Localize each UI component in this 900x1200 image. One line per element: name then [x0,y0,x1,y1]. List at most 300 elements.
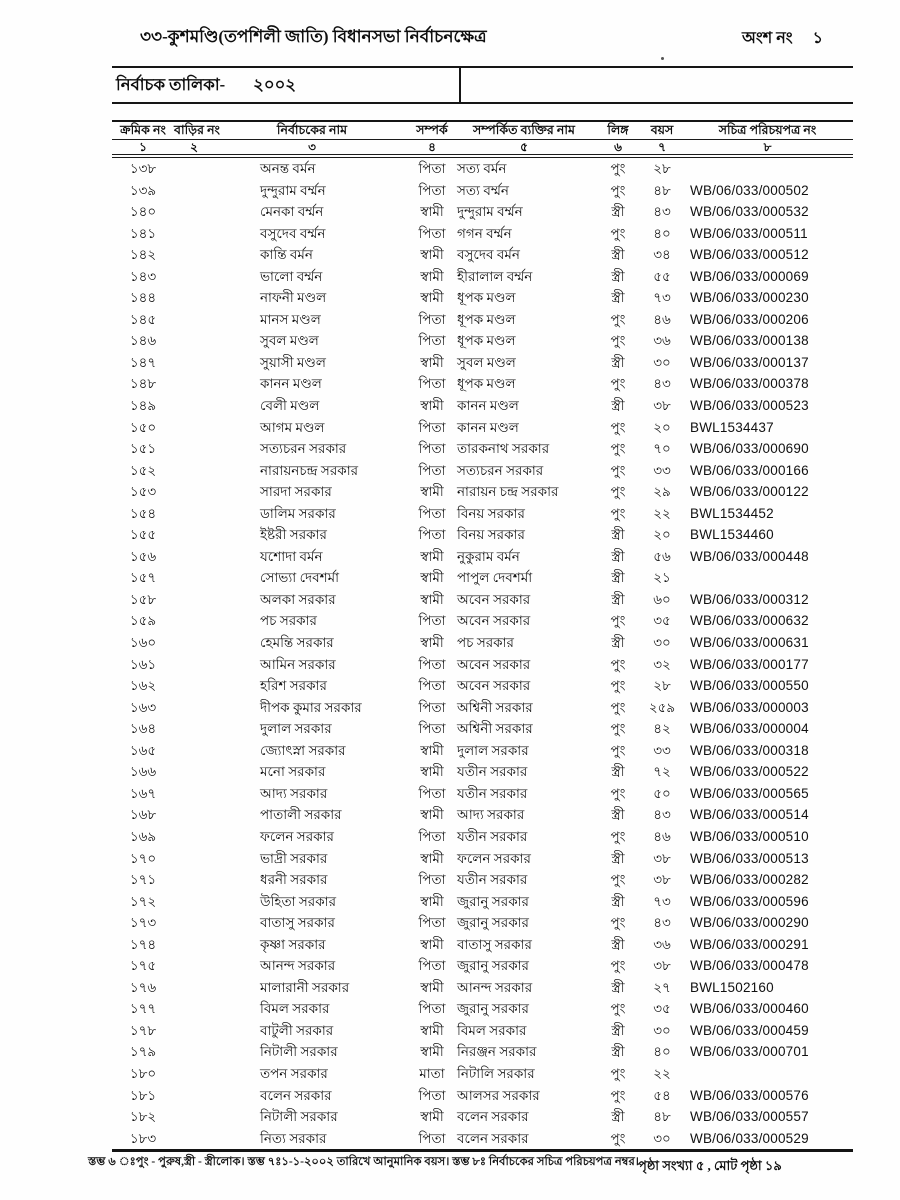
house-no-cell [174,848,214,870]
table-row [112,503,853,525]
age-cell: ২৯ [653,484,671,500]
relative-name-cell: অবেন সরকার [457,656,531,672]
age-cell: ৪৩ [653,915,671,931]
serial-cell: ১৭৭ [129,1001,157,1017]
relative-name-cell: আলসর সরকার [457,1087,540,1103]
relation-cell: স্বামী [420,1044,444,1060]
age-cell: ২০ [653,527,671,543]
house-no-cell [174,826,214,848]
serial-cell: ১৪২ [129,247,157,263]
house-no-cell [174,201,214,223]
epic-cell: WB/06/033/000550 [690,678,809,694]
table-row [112,826,853,848]
relation-cell: স্বামী [420,807,444,823]
house-no-cell [174,1106,214,1128]
relative-name-cell: পচ সরকার [457,635,514,651]
table-row [112,395,853,417]
gender-cell: পুং [610,484,626,500]
relative-name-cell: যতীন সরকার [457,764,528,780]
relative-name-cell: তারকনাথ সরকার [457,441,550,457]
serial-cell: ১৬৭ [129,785,157,801]
relation-cell: পিতা [418,678,446,694]
house-no-cell [174,352,214,374]
relative-name-cell: বিনয় সরকার [457,527,525,543]
epic-cell: WB/06/033/000502 [690,182,809,198]
age-cell: ২৮ [653,678,671,694]
elector-name-cell: ফলেন সরকার [260,828,334,844]
table-row [112,417,853,439]
part-label: অংশ নং [742,30,793,47]
relation-cell: পিতা [418,915,446,931]
serial-cell: ১৪০ [129,204,157,220]
col-number-4: ৪ [428,140,436,154]
relative-name-cell: নিটালি সরকার [457,1065,535,1081]
gender-cell: স্ত্রী [611,527,625,543]
table-row [112,697,853,719]
serial-cell: ১৪৬ [129,333,157,349]
elector-name-cell: নারায়নচন্দ্র সরকার [260,462,359,478]
age-cell: ৪৮ [653,182,671,198]
relation-cell: পিতা [418,182,446,198]
house-no-cell [174,330,214,352]
age-cell: ৩৩ [653,742,671,758]
relative-name-cell: আদ্য সরকার [457,807,525,823]
epic-cell: WB/06/033/000138 [690,333,809,349]
epic-cell: WB/06/033/000565 [690,785,809,801]
house-no-cell [174,912,214,934]
age-cell: ৪৬ [653,311,671,327]
relative-name-cell: অবেন সরকার [457,678,531,694]
house-no-cell [174,503,214,525]
serial-cell: ১৬৯ [129,828,157,844]
epic-cell: WB/06/033/000596 [690,893,809,909]
age-cell: ২২ [653,505,671,521]
house-no-cell [174,460,214,482]
age-cell: ৪৩ [653,204,671,220]
col-number-5: ৫ [520,140,528,154]
table-row [112,158,853,180]
elector-name-cell: নিত্য সরকার [260,1130,327,1146]
gender-cell: পুং [610,311,626,327]
table-row [112,1085,853,1107]
relation-cell: পিতা [418,527,446,543]
elector-name-cell: পচ সরকার [260,613,317,629]
table-row [112,180,853,202]
gender-cell: পুং [610,1065,626,1081]
elector-name-cell: তপন সরকার [260,1065,328,1081]
age-cell: ৩৮ [653,398,671,414]
serial-cell: ১৩৯ [129,182,157,198]
epic-cell: WB/06/033/000122 [690,484,809,500]
gender-cell: পুং [610,699,626,715]
table-row [112,761,853,783]
house-no-cell [174,287,214,309]
table-row [112,460,853,482]
house-no-cell [174,589,214,611]
roll-year-box [112,66,853,104]
serial-cell: ১৪৮ [129,376,157,392]
relation-cell: মাতা [419,1065,445,1081]
epic-cell: WB/06/033/000510 [690,828,809,844]
epic-cell: WB/06/033/000004 [690,721,809,737]
gender-cell: স্ত্রী [611,591,625,607]
column-number-row [112,140,853,158]
gender-cell: পুং [610,419,626,435]
epic-cell [682,158,853,180]
relative-name-cell: দুন্দুরাম বর্ম্মন [457,204,523,220]
relation-cell: পিতা [418,872,446,888]
relation-cell: স্বামী [420,570,444,586]
relation-cell: পিতা [418,1087,446,1103]
elector-name-cell: বিমল সরকার [260,1001,330,1017]
serial-cell: ১৫১ [129,441,157,457]
house-no-cell [174,180,214,202]
elector-name-cell: ভাদ্রী সরকার [260,850,328,866]
relation-cell: স্বামী [420,936,444,952]
col-number-1: ১ [139,140,147,154]
gender-cell: স্ত্রী [611,893,625,909]
elector-name-cell: পাতালী সরকার [260,807,342,823]
epic-cell: WB/06/033/000631 [690,635,809,651]
gender-cell: স্ত্রী [611,290,625,306]
age-cell: ৫০ [653,785,671,801]
relative-name-cell: বলেন সরকার [457,1109,529,1125]
scan-speck-dot [661,57,664,60]
house-no-cell [174,804,214,826]
relative-name-cell: যতীন সরকার [457,872,528,888]
relation-cell: স্বামী [420,591,444,607]
col-number-6: ৬ [614,140,622,154]
relation-cell: স্বামী [420,850,444,866]
house-no-cell [174,632,214,654]
serial-cell: ১৭৯ [129,1044,157,1060]
relative-name-cell: হীরালাল বর্ম্মন [457,268,533,284]
elector-name-cell: নিটালী সরকার [260,1109,338,1125]
relation-cell: পিতা [418,1001,446,1017]
table-row [112,438,853,460]
relation-cell: স্বামী [420,204,444,220]
elector-name-cell: অলকা সরকার [260,591,336,607]
header-row [0,24,900,50]
serial-cell: ১৭১ [129,872,157,888]
age-cell: ২১ [653,570,671,586]
table-row [112,998,853,1020]
gender-cell: স্ত্রী [611,1044,625,1060]
table-row [112,934,853,956]
col-header-relative-name: সম্পর্কিত ব্যক্তির নাম [473,123,575,137]
gender-cell: স্ত্রী [611,764,625,780]
table-row [112,266,853,288]
relative-name-cell: যতীন সরকার [457,828,528,844]
table-row [112,481,853,503]
col-number-8: ৮ [763,140,772,154]
col-header-epic-number: সচিত্র পরিচয়পত্র নং [718,123,817,137]
relative-name-cell: দুলাল সরকার [457,742,529,758]
part-number-block [742,25,823,52]
age-cell: ৫৫ [653,268,671,284]
relative-name-cell: বিনয় সরকার [457,505,525,521]
epic-cell: WB/06/033/000576 [690,1087,809,1103]
relative-name-cell: জুরানু সরকার [457,1001,529,1017]
gender-cell: পুং [610,721,626,737]
age-cell: ২০ [653,419,671,435]
roll-box-divider [459,68,461,102]
relative-name-cell: অশ্বিনী সরকার [457,699,533,715]
elector-name-cell: বলেন সরকার [260,1087,332,1103]
epic-cell: WB/06/033/000291 [690,936,809,952]
table-row [112,524,853,546]
elector-name-cell: দুন্দুরাম বর্ম্মন [260,182,326,198]
house-no-cell [174,869,214,891]
relative-name-cell: গগন বর্ম্মন [457,225,512,241]
house-no-cell [174,1020,214,1042]
elector-name-cell: নিটালী সরকার [260,1044,338,1060]
relative-name-cell: সত্যচরন সরকার [457,462,544,478]
house-no-cell [174,1041,214,1063]
table-row [112,546,853,568]
epic-cell: WB/06/033/000529 [690,1130,809,1146]
age-cell: ৪৬ [653,828,671,844]
relative-name-cell: বসুদেব বর্মন [457,247,520,263]
table-row [112,675,853,697]
relation-cell: স্বামী [420,635,444,651]
relation-cell: স্বামী [420,893,444,909]
serial-cell: ১৭৮ [129,1022,157,1038]
age-cell: ৭২ [653,764,671,780]
gender-cell: স্ত্রী [611,204,625,220]
col-number-2: ২ [190,140,198,154]
table-row [112,567,853,589]
table-row [112,848,853,870]
table-row [112,1128,853,1150]
house-no-cell [174,567,214,589]
gender-cell: পুং [610,828,626,844]
gender-cell: পুং [610,915,626,931]
roll-label: নির্বাচক তালিকা- [116,74,226,94]
epic-cell: BWL1502160 [690,979,774,995]
relative-name-cell: কানন মণ্ডল [457,398,519,414]
gender-cell: পুং [610,182,626,198]
table-row [112,373,853,395]
serial-cell: ১৫৫ [129,527,157,543]
table-row [112,244,853,266]
relation-cell: পিতা [418,333,446,349]
gender-cell: পুং [610,225,626,241]
house-no-cell [174,546,214,568]
relation-cell: পিতা [418,161,446,176]
relation-cell: পিতা [418,699,446,715]
footer-page-info: পৃষ্ঠা সংখ্যা ৫ , মোট পৃষ্ঠা ১৯ [638,1158,782,1173]
relative-name-cell: ধূপক মণ্ডল [457,290,516,306]
epic-cell: WB/06/033/000632 [690,613,809,629]
relative-name-cell: অশ্বিনী সরকার [457,721,533,737]
table-row [112,1063,853,1085]
relative-name-cell: আনন্দ সরকার [457,979,533,995]
serial-cell: ১৬৩ [129,699,157,715]
gender-cell: স্ত্রী [611,850,625,866]
gender-cell: পুং [610,161,626,176]
age-cell: ৫৪ [653,1087,671,1103]
age-cell: ৪৩ [653,376,671,392]
table-row [112,804,853,826]
relation-cell: স্বামী [420,742,444,758]
relation-cell: পিতা [418,721,446,737]
relation-cell: পিতা [418,505,446,521]
gender-cell: পুং [610,505,626,521]
relative-name-cell: সত্য বর্ম্মন [457,182,509,198]
table-row [112,891,853,913]
relative-name-cell: বলেন সরকার [457,1130,529,1146]
elector-name-cell: আগম মণ্ডল [260,419,325,435]
table-row [112,1020,853,1042]
relation-cell: পিতা [418,225,446,241]
epic-cell: WB/06/033/000206 [690,311,809,327]
table-row [112,201,853,223]
age-cell: ৩০ [653,635,671,651]
relation-cell: স্বামী [420,1109,444,1125]
table-row [112,223,853,245]
elector-name-cell: উহিতা সরকার [260,893,337,909]
serial-cell: ১৮৩ [129,1130,157,1146]
elector-name-cell: ভালো বর্ম্মন [260,268,323,284]
relative-name-cell: জুরানু সরকার [457,958,529,974]
table-row [112,610,853,632]
serial-cell: ১৬১ [129,656,157,672]
serial-cell: ১৪৭ [129,354,157,370]
epic-cell: WB/06/033/000701 [690,1044,809,1060]
epic-cell: WB/06/033/000378 [690,376,809,392]
house-no-cell [174,417,214,439]
elector-name-cell: ইষ্টরী সরকার [260,527,327,543]
serial-cell: ১৬০ [129,635,157,651]
serial-cell: ১৫৮ [129,591,157,607]
table-row [112,718,853,740]
gender-cell: পুং [610,656,626,672]
house-no-cell [174,395,214,417]
relation-cell: পিতা [418,958,446,974]
serial-cell: ১৫৯ [129,613,157,629]
epic-cell: WB/06/033/000690 [690,441,809,457]
serial-cell: ১৭৪ [129,936,157,952]
gender-cell: স্ত্রী [611,1022,625,1038]
serial-cell: ১৮১ [129,1087,157,1103]
house-no-cell [174,891,214,913]
col-header-serial: ক্রমিক নং [120,123,166,137]
table-row [112,330,853,352]
gender-cell: স্ত্রী [611,807,625,823]
age-cell: ৩০ [653,354,671,370]
elector-name-cell: জ্যোৎস্না সরকার [260,742,346,758]
relative-name-cell: পাপুল দেবশর্মা [457,570,533,586]
epic-cell: WB/06/033/000511 [690,225,808,241]
age-cell: ৩৬ [653,936,671,952]
epic-cell: WB/06/033/000514 [690,807,809,823]
gender-cell: স্ত্রী [611,979,625,995]
gender-cell: স্ত্রী [611,548,625,564]
age-cell: ৭৩ [653,290,671,306]
serial-cell: ১৫৪ [129,505,157,521]
serial-cell: ১৭৬ [129,979,157,995]
relative-name-cell: ধূপক মণ্ডল [457,311,516,327]
table-row [112,783,853,805]
elector-name-cell: ডালিম সরকার [260,505,336,521]
house-no-cell [174,524,214,546]
table-row [112,977,853,999]
relative-name-cell: ফলেন সরকার [457,850,531,866]
house-no-cell [174,654,214,676]
serial-cell: ১৬৬ [129,764,157,780]
roll-label-block [116,68,296,102]
relation-cell: স্বামী [420,1022,444,1038]
elector-name-cell: সারদা সরকার [260,484,332,500]
gender-cell: স্ত্রী [611,268,625,284]
house-no-cell [174,1063,214,1085]
gender-cell: পুং [610,1001,626,1017]
elector-name-cell: অনন্ত বর্মন [260,161,316,176]
table-row [112,352,853,374]
gender-cell: পুং [610,462,626,478]
serial-cell: ১৭৫ [129,958,157,974]
house-no-cell [174,309,214,331]
table-row [112,955,853,977]
epic-cell: WB/06/033/000230 [690,290,809,306]
epic-cell: WB/06/033/000137 [690,354,809,370]
gender-cell: স্ত্রী [611,570,625,586]
elector-name-cell: আনন্দ সরকার [260,958,336,974]
age-cell: ৩৮ [653,850,671,866]
epic-cell: WB/06/033/000523 [690,398,809,414]
serial-cell: ১৪৪ [129,290,157,306]
relative-name-cell: সত্য বর্মন [457,161,507,176]
serial-cell: ১৫৩ [129,484,157,500]
serial-cell: ১৫৬ [129,548,157,564]
col-header-house-no: বাড়ির নং [174,123,220,137]
relation-cell: পিতা [418,311,446,327]
elector-name-cell: সত্যচরন সরকার [260,441,347,457]
constituency-title: ৩৩-কুশমণ্ডি(তপশিলী জাতি) বিধানসভা নির্বাচনক্ষেত্র [140,27,487,46]
table-row [112,589,853,611]
elector-name-cell: নাফনী মণ্ডল [260,290,327,306]
epic-cell: BWL1534460 [690,527,774,543]
serial-cell: ১৬২ [129,678,157,694]
relative-name-cell: কানন মণ্ডল [457,419,519,435]
elector-name-cell: বেলী মণ্ডল [260,398,320,414]
serial-cell: ১৫০ [129,419,157,435]
relative-name-cell: নিরঞ্জন সরকার [457,1044,537,1060]
age-cell: ৪২ [653,721,671,737]
table-row [112,912,853,934]
relation-cell: পিতা [418,1130,446,1146]
elector-name-cell: কান্তি বর্মন [260,247,313,263]
relation-cell: স্বামী [420,398,444,414]
house-no-cell [174,718,214,740]
house-no-cell [174,934,214,956]
table-row [112,740,853,762]
epic-cell [682,1063,853,1085]
elector-name-cell: বাটুলী সরকার [260,1022,334,1038]
house-no-cell [174,266,214,288]
electors-table [112,120,853,1152]
relative-name-cell: বাতাসু সরকার [457,936,532,952]
gender-cell: পুং [610,958,626,974]
gender-cell: স্ত্রী [611,936,625,952]
age-cell: ৪০ [653,1044,671,1060]
age-cell: ৫৬ [653,548,671,564]
age-cell: ৩৫ [653,1001,671,1017]
gender-cell: পুং [610,1087,626,1103]
age-cell: ২৫৯ [648,699,676,715]
gender-cell: পুং [610,441,626,457]
